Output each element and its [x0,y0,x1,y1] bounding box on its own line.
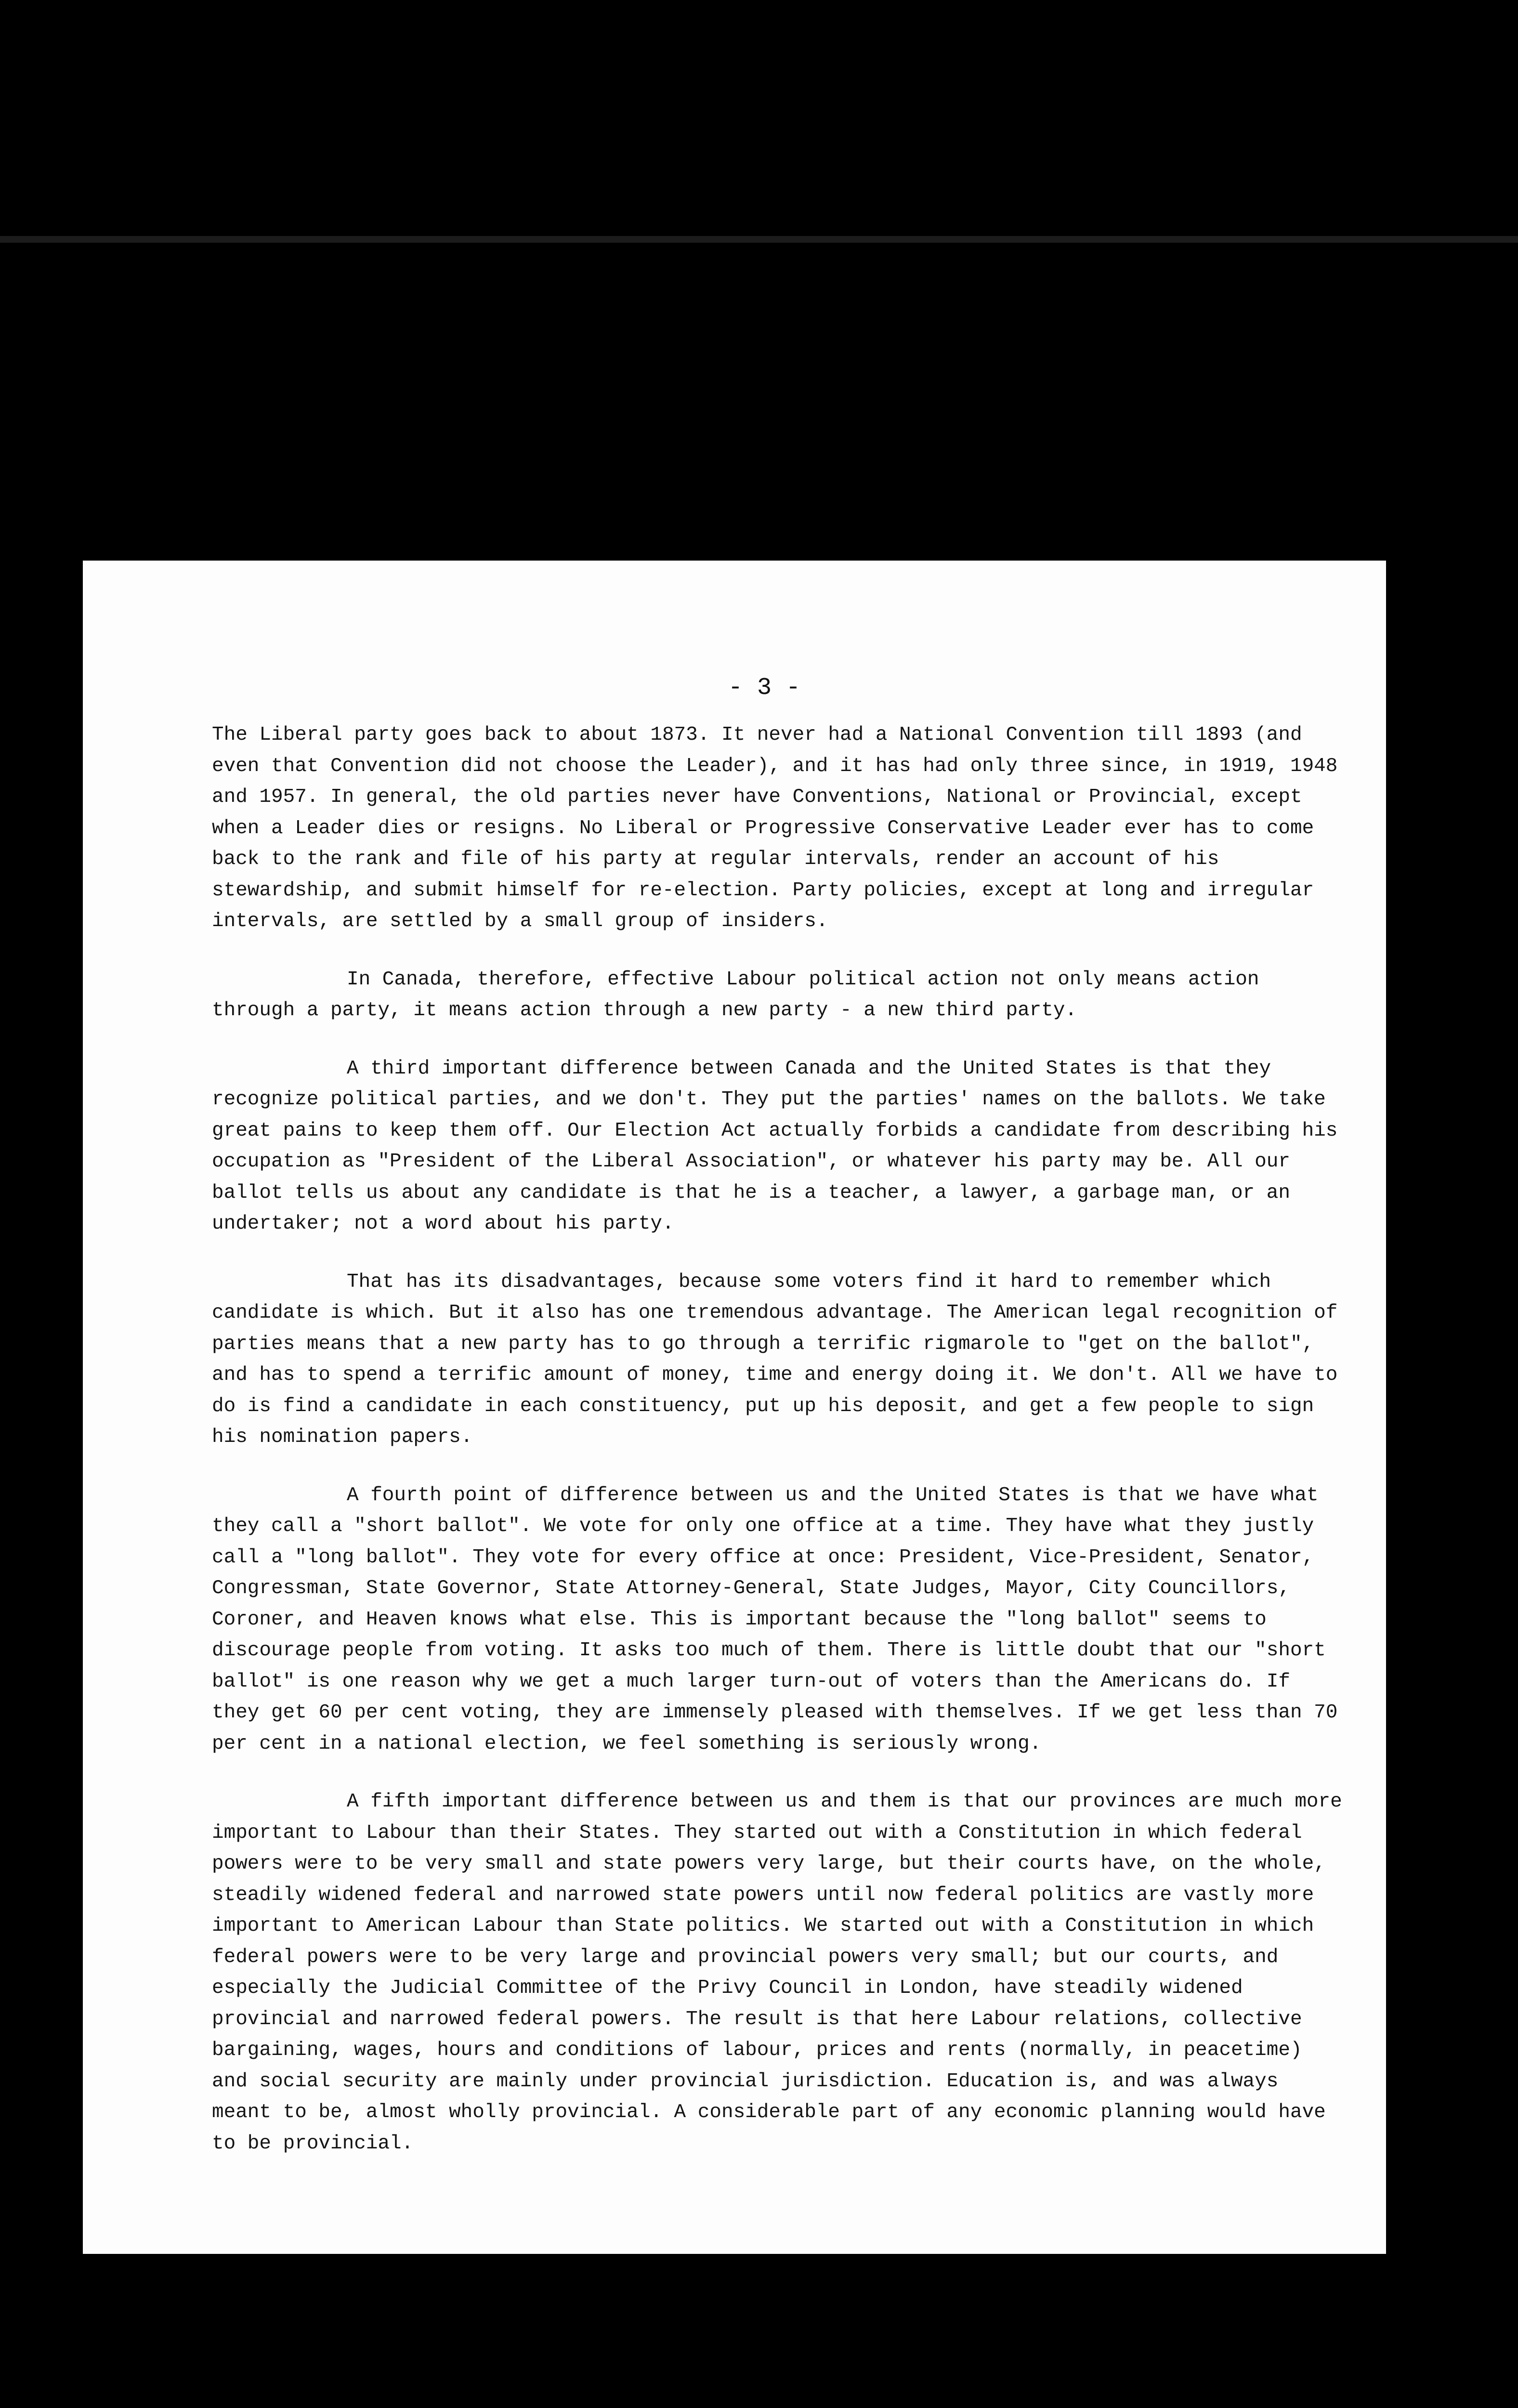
paragraph-third-difference: A third important difference between Canada and the United States is that they recognize political parties, and we don't. They put the parties' names on the ballots. We take great pains to keep them off. Our Election Act actually forbids a candidate from describing his occupation as "President of the Liberal Association", or whatever his party may be. All our ballot tells us about any candidate is that he is a teacher, a lawyer, a garbage man, or an undertaker; not a word about his party. [212,1057,1338,1235]
paragraph-disadvantages: That has its disadvantages, because some voters find it hard to remember which candidate is which. But it also has one tremendous advantage. The American legal recognition of parties means that a new party has to go through a terrific rigmarole to "get on the ballot", and has to spend a terrific amount of money, time and energy doing it. We don't. All we have to do is find a candidate in each constituency, put up his deposit, and get a few people to sign his nomination papers. [212,1270,1338,1448]
page-number: - 3 - [728,674,801,702]
paragraph-new-third-party: In Canada, therefore, effective Labour political action not only means action through a party, it means action through a new party - a new third party. [212,968,1259,1021]
document-body [212,720,1348,2186]
paragraph-liberal-party: The Liberal party goes back to about 1873. It never had a National Convention till 1893 (and even that Convention did not choose the Leader), and it has had only three since, in 1919, 1948 and 1957. In general, the old parties never have Conventions, National or Provincial, except when a Leader dies or resigns. No Liberal or Progressive Conservative Leader ever has to come back to the rank and file of his party at regular intervals, render an account of his stewardship, and submit himself for re-election. Party policies, except at long and irregular intervals, are settled by a small group of insiders. [212,724,1338,932]
scanner-edge-line [0,236,1518,243]
document-page [83,561,1386,2254]
paragraph-fifth-difference: A fifth important difference between us and them is that our provinces are much more important to Labour than their States. They started out with a Constitution in which federal powers were to be very small and state powers very large, but their courts have, on the whole, steadily widened federal and narrowed state powers until now federal politics are vastly more important to American Labour than State politics. We started out with a Constitution in which federal powers were to be very large and provincial powers very small; but our courts, and especially the Judicial Committee of the Privy Council in London, have steadily widened provincial and narrowed federal powers. The result is that here Labour relations, collective bargaining, wages, hours and conditions of labour, prices and rents (normally, in peacetime) and social security are mainly under provincial jurisdiction. Education is, and was always meant to be, almost wholly provincial. A considerable part of any economic planning would have to be provincial. [212,1791,1342,2155]
paragraph-fourth-difference: A fourth point of difference between us and the United States is that we have what they call a "short ballot". We vote for only one office at a time. They have what they justly call a "long ballot". They vote for every office at once: President, Vice-President, Senator, Congressman, State Governor, State Attorney-General, State Judges, Mayor, City Councillors, Coroner, and Heaven knows what else. This is important because the "long ballot" seems to discourage people from voting. It asks too much of them. There is little doubt that our "short ballot" is one reason why we get a much larger turn-out of voters than the Americans do. If they get 60 per cent voting, they are immensely pleased with themselves. If we get less than 70 per cent in a national election, we feel something is seriously wrong. [212,1484,1338,1755]
